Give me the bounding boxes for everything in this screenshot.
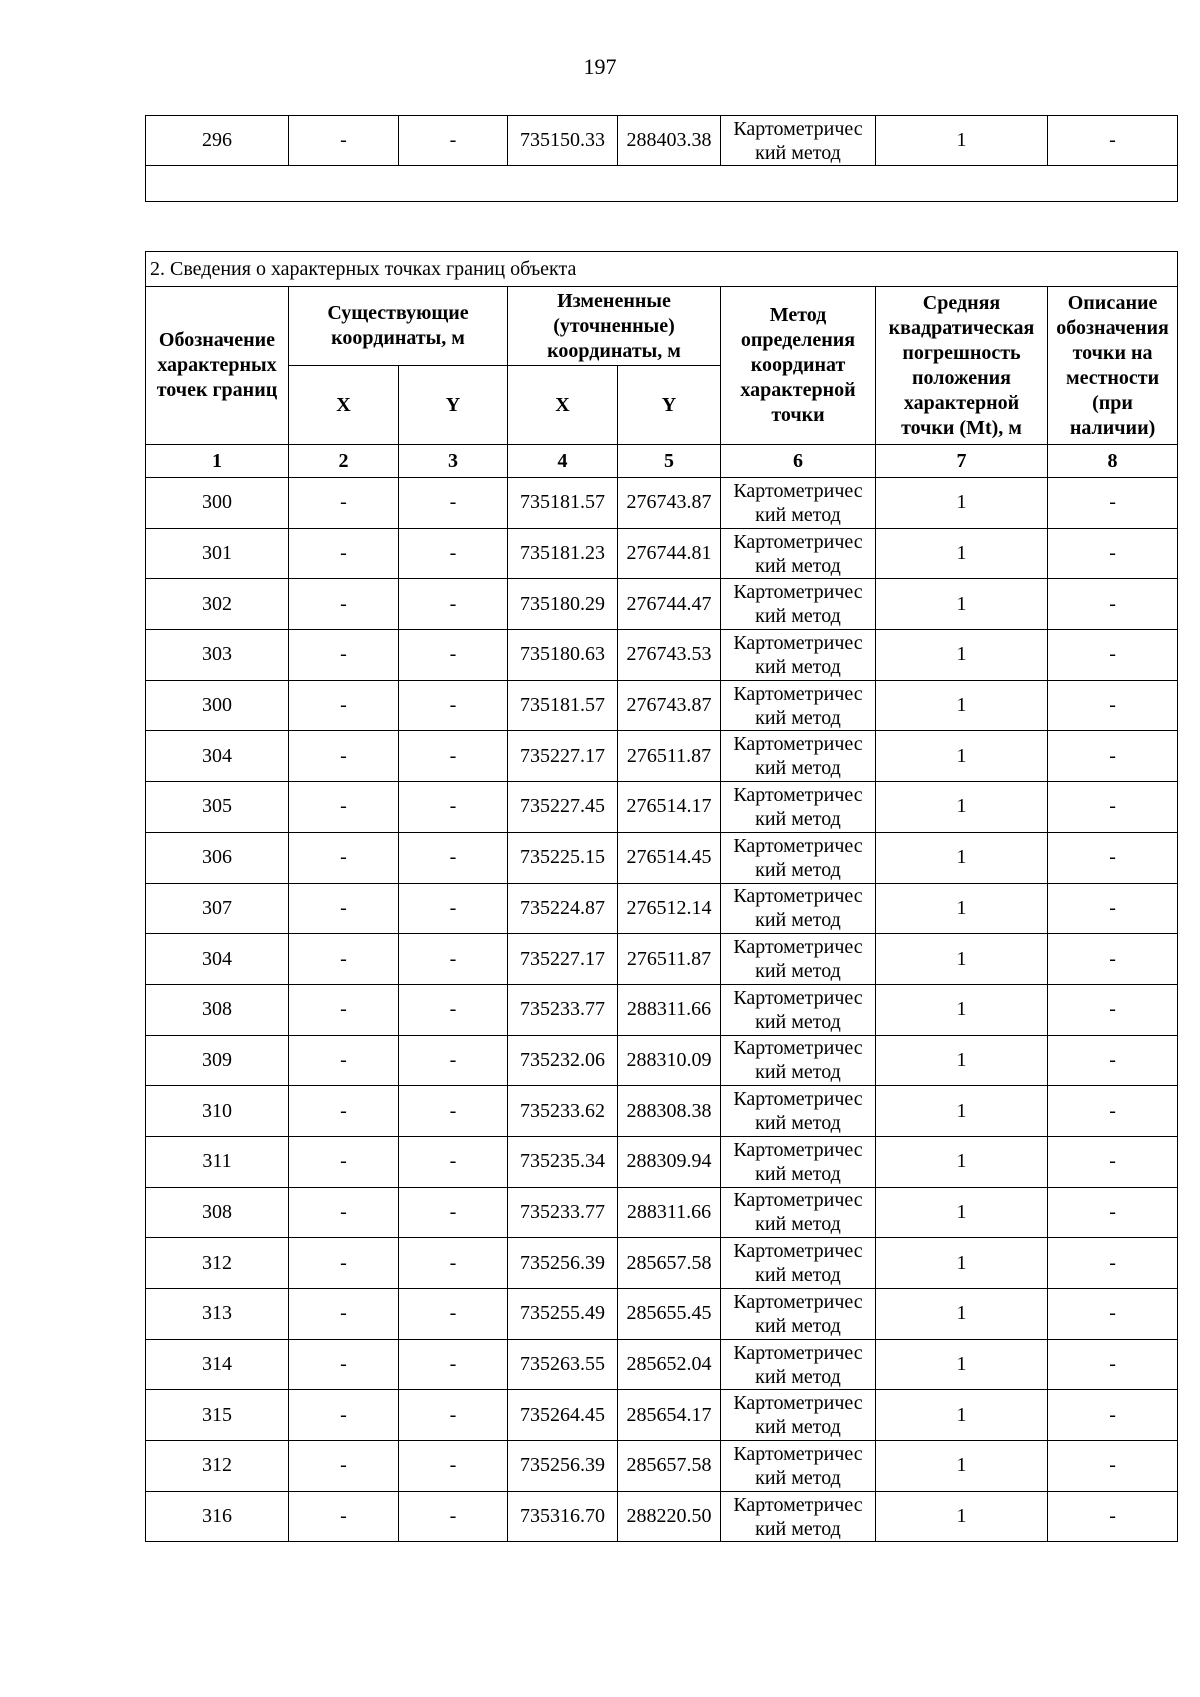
header-changed-x: X — [508, 366, 618, 445]
method-cell — [721, 116, 876, 166]
method-line2: кий метод — [755, 1365, 841, 1388]
table-row — [146, 984, 1178, 1035]
method-cell — [721, 1390, 876, 1441]
existing-x-cell: - — [289, 1491, 399, 1542]
method-line2: кий метод — [755, 1061, 841, 1084]
method-line2: кий метод — [755, 1466, 841, 1489]
method-line2: кий метод — [755, 1010, 841, 1033]
point-cell: 300 — [146, 478, 289, 529]
existing-y-cell: - — [399, 1289, 508, 1340]
description-cell: - — [1048, 478, 1178, 529]
col-number: 6 — [721, 445, 876, 478]
existing-y-cell: - — [399, 1238, 508, 1289]
point-cell: 313 — [146, 1289, 289, 1340]
existing-x-cell: - — [289, 116, 399, 166]
method-line1: Картометричес — [733, 1290, 863, 1313]
method-line1: Картометричес — [733, 1088, 863, 1111]
mt-cell: 1 — [876, 832, 1048, 883]
changed-x-cell: 735227.17 — [508, 731, 618, 782]
method-line1: Картометричес — [733, 1341, 863, 1364]
mt-cell: 1 — [876, 1136, 1048, 1187]
changed-y-cell: 276744.47 — [618, 579, 721, 630]
changed-x-cell: 735316.70 — [508, 1491, 618, 1542]
existing-y-cell: - — [399, 1035, 508, 1086]
mt-cell: 1 — [876, 630, 1048, 681]
mt-cell: 1 — [876, 1441, 1048, 1492]
method-line1: Картометричес — [733, 479, 863, 502]
method-cell — [721, 1491, 876, 1542]
description-cell: - — [1048, 1339, 1178, 1390]
existing-x-cell: - — [289, 1339, 399, 1390]
changed-y-cell: 288309.94 — [618, 1136, 721, 1187]
mt-cell: 1 — [876, 1238, 1048, 1289]
existing-x-cell: - — [289, 1187, 399, 1238]
existing-y-cell: - — [399, 1187, 508, 1238]
method-line1: Картометричес — [733, 682, 863, 705]
method-line2: кий метод — [755, 605, 841, 628]
description-cell: - — [1048, 782, 1178, 833]
method-line1: Картометричес — [733, 936, 863, 959]
changed-x-cell: 735235.34 — [508, 1136, 618, 1187]
mt-cell: 1 — [876, 1187, 1048, 1238]
table-row — [146, 934, 1178, 985]
point-cell: 311 — [146, 1136, 289, 1187]
page-number: 197 — [583, 54, 617, 79]
description-cell: - — [1048, 680, 1178, 731]
mt-cell: 1 — [876, 883, 1048, 934]
col-number: 2 — [289, 445, 399, 478]
method-cell — [721, 731, 876, 782]
description-cell: - — [1048, 1035, 1178, 1086]
method-line2: кий метод — [755, 706, 841, 729]
point-cell: 302 — [146, 579, 289, 630]
header-changed-y: Y — [618, 366, 721, 445]
changed-x-cell: 735181.57 — [508, 680, 618, 731]
table-row — [146, 528, 1178, 579]
method-cell — [721, 1238, 876, 1289]
mt-cell: 1 — [876, 579, 1048, 630]
table-row — [146, 1289, 1178, 1340]
existing-y-cell: - — [399, 1441, 508, 1492]
description-cell: - — [1048, 1238, 1178, 1289]
point-cell: 305 — [146, 782, 289, 833]
point-cell: 301 — [146, 528, 289, 579]
changed-x-cell: 735256.39 — [508, 1441, 618, 1492]
mt-cell: 1 — [876, 680, 1048, 731]
existing-y-cell: - — [399, 984, 508, 1035]
description-cell: - — [1048, 116, 1178, 166]
point-cell: 303 — [146, 630, 289, 681]
method-line2: кий метод — [755, 858, 841, 881]
existing-x-cell: - — [289, 1390, 399, 1441]
boundary-points-table — [145, 251, 1178, 1542]
changed-y-cell: 276744.81 — [618, 528, 721, 579]
existing-y-cell: - — [399, 478, 508, 529]
changed-y-cell: 288403.38 — [618, 116, 721, 166]
method-line2: кий метод — [755, 655, 841, 678]
table-row — [146, 116, 1178, 166]
changed-x-cell: 735227.17 — [508, 934, 618, 985]
table-row — [146, 1441, 1178, 1492]
existing-y-cell: - — [399, 883, 508, 934]
method-line2: кий метод — [755, 141, 841, 164]
method-line2: кий метод — [755, 1517, 841, 1540]
changed-x-cell: 735181.57 — [508, 478, 618, 529]
table-row — [146, 478, 1178, 529]
point-cell: 309 — [146, 1035, 289, 1086]
point-cell: 304 — [146, 731, 289, 782]
method-cell — [721, 1339, 876, 1390]
point-cell: 316 — [146, 1491, 289, 1542]
description-cell: - — [1048, 1289, 1178, 1340]
table-row — [146, 731, 1178, 782]
method-line2: кий метод — [755, 1112, 841, 1135]
description-cell: - — [1048, 579, 1178, 630]
changed-y-cell: 285657.58 — [618, 1238, 721, 1289]
method-line2: кий метод — [755, 503, 841, 526]
existing-x-cell: - — [289, 1035, 399, 1086]
changed-y-cell: 285654.17 — [618, 1390, 721, 1441]
point-cell: 304 — [146, 934, 289, 985]
description-cell: - — [1048, 1441, 1178, 1492]
point-cell: 308 — [146, 1187, 289, 1238]
changed-x-cell: 735227.45 — [508, 782, 618, 833]
table-row — [146, 782, 1178, 833]
method-cell — [721, 1035, 876, 1086]
empty-row — [146, 166, 1178, 202]
method-line1: Картометричес — [733, 1138, 863, 1161]
method-line1: Картометричес — [733, 1037, 863, 1060]
point-cell: 306 — [146, 832, 289, 883]
point-cell: 307 — [146, 883, 289, 934]
changed-x-cell: 735263.55 — [508, 1339, 618, 1390]
mt-cell: 1 — [876, 1339, 1048, 1390]
description-cell: - — [1048, 1187, 1178, 1238]
description-cell: - — [1048, 1086, 1178, 1137]
method-line2: кий метод — [755, 960, 841, 983]
method-line1: Картометричес — [733, 1240, 863, 1263]
existing-y-cell: - — [399, 1339, 508, 1390]
existing-x-cell: - — [289, 528, 399, 579]
table-row — [146, 1187, 1178, 1238]
method-line1: Картометричес — [733, 733, 863, 756]
header-method: Метод определения координат характерной точки — [721, 287, 876, 445]
table-row — [146, 630, 1178, 681]
method-cell — [721, 1289, 876, 1340]
changed-y-cell: 276743.87 — [618, 680, 721, 731]
description-cell: - — [1048, 883, 1178, 934]
method-line2: кий метод — [755, 554, 841, 577]
existing-y-cell: - — [399, 832, 508, 883]
description-cell: - — [1048, 630, 1178, 681]
changed-y-cell: 285657.58 — [618, 1441, 721, 1492]
table-row — [146, 1086, 1178, 1137]
mt-cell: 1 — [876, 116, 1048, 166]
description-cell: - — [1048, 1390, 1178, 1441]
changed-x-cell: 735255.49 — [508, 1289, 618, 1340]
method-cell — [721, 528, 876, 579]
method-cell — [721, 478, 876, 529]
existing-y-cell: - — [399, 1086, 508, 1137]
method-line2: кий метод — [755, 1162, 841, 1185]
changed-y-cell: 276511.87 — [618, 934, 721, 985]
existing-x-cell: - — [289, 1086, 399, 1137]
mt-cell: 1 — [876, 1289, 1048, 1340]
changed-y-cell: 276511.87 — [618, 731, 721, 782]
table-row — [146, 832, 1178, 883]
existing-x-cell: - — [289, 1136, 399, 1187]
changed-x-cell: 735232.06 — [508, 1035, 618, 1086]
changed-y-cell: 276512.14 — [618, 883, 721, 934]
existing-x-cell: - — [289, 934, 399, 985]
mt-cell: 1 — [876, 782, 1048, 833]
changed-x-cell: 735150.33 — [508, 116, 618, 166]
method-line1: Картометричес — [733, 1493, 863, 1516]
mt-cell: 1 — [876, 1491, 1048, 1542]
existing-y-cell: - — [399, 528, 508, 579]
existing-y-cell: - — [399, 1491, 508, 1542]
method-line2: кий метод — [755, 807, 841, 830]
existing-x-cell: - — [289, 984, 399, 1035]
description-cell: - — [1048, 832, 1178, 883]
point-cell: 315 — [146, 1390, 289, 1441]
point-cell: 314 — [146, 1339, 289, 1390]
header-designation: Обозначение характерных точек границ — [146, 287, 289, 445]
method-cell — [721, 1187, 876, 1238]
changed-x-cell: 735181.23 — [508, 528, 618, 579]
description-cell: - — [1048, 1136, 1178, 1187]
changed-y-cell: 288310.09 — [618, 1035, 721, 1086]
changed-x-cell: 735233.77 — [508, 984, 618, 1035]
mt-cell: 1 — [876, 1086, 1048, 1137]
method-line1: Картометричес — [733, 1442, 863, 1465]
point-cell: 300 — [146, 680, 289, 731]
method-line1: Картометричес — [733, 885, 863, 908]
existing-x-cell: - — [289, 782, 399, 833]
existing-x-cell: - — [289, 630, 399, 681]
changed-x-cell: 735180.29 — [508, 579, 618, 630]
method-cell — [721, 1441, 876, 1492]
description-cell: - — [1048, 528, 1178, 579]
col-number: 4 — [508, 445, 618, 478]
point-cell: 312 — [146, 1441, 289, 1492]
table-row — [146, 1390, 1178, 1441]
header-existing-coords: Существующие координаты, м — [289, 287, 508, 366]
table-row — [146, 1238, 1178, 1289]
existing-y-cell: - — [399, 579, 508, 630]
changed-x-cell: 735225.15 — [508, 832, 618, 883]
method-line1: Картометричес — [733, 834, 863, 857]
existing-x-cell: - — [289, 883, 399, 934]
col-number: 7 — [876, 445, 1048, 478]
existing-y-cell: - — [399, 1136, 508, 1187]
table-row — [146, 1136, 1178, 1187]
mt-cell: 1 — [876, 1390, 1048, 1441]
method-line2: кий метод — [755, 757, 841, 780]
existing-y-cell: - — [399, 782, 508, 833]
table-row — [146, 680, 1178, 731]
changed-y-cell: 276514.17 — [618, 782, 721, 833]
point-cell: 312 — [146, 1238, 289, 1289]
mt-cell: 1 — [876, 984, 1048, 1035]
description-cell: - — [1048, 934, 1178, 985]
method-line1: Картометричес — [733, 1189, 863, 1212]
description-cell: - — [1048, 731, 1178, 782]
method-cell — [721, 832, 876, 883]
method-cell — [721, 1136, 876, 1187]
method-line1: Картометричес — [733, 631, 863, 654]
method-line2: кий метод — [755, 1416, 841, 1439]
previous-table-continuation — [145, 115, 1178, 202]
table-row — [146, 579, 1178, 630]
description-cell: - — [1048, 984, 1178, 1035]
point-cell: 296 — [146, 116, 289, 166]
method-cell — [721, 984, 876, 1035]
header-error: Средняя квадратическая погрешность положения характерной точки (Mt), м — [876, 287, 1048, 445]
method-line2: кий метод — [755, 909, 841, 932]
existing-y-cell: - — [399, 731, 508, 782]
method-line1: Картометричес — [733, 783, 863, 806]
changed-x-cell: 735256.39 — [508, 1238, 618, 1289]
changed-y-cell: 285652.04 — [618, 1339, 721, 1390]
mt-cell: 1 — [876, 934, 1048, 985]
col-number: 5 — [618, 445, 721, 478]
changed-x-cell: 735264.45 — [508, 1390, 618, 1441]
existing-x-cell: - — [289, 1289, 399, 1340]
changed-y-cell: 288220.50 — [618, 1491, 721, 1542]
col-number: 1 — [146, 445, 289, 478]
table-row — [146, 883, 1178, 934]
changed-x-cell: 735224.87 — [508, 883, 618, 934]
method-line2: кий метод — [755, 1314, 841, 1337]
method-cell — [721, 1086, 876, 1137]
method-line2: кий метод — [755, 1213, 841, 1236]
method-cell — [721, 680, 876, 731]
header-existing-y: Y — [399, 366, 508, 445]
method-line1: Картометричес — [733, 530, 863, 553]
changed-x-cell: 735233.62 — [508, 1086, 618, 1137]
existing-x-cell: - — [289, 832, 399, 883]
existing-y-cell: - — [399, 116, 508, 166]
method-cell — [721, 782, 876, 833]
method-cell — [721, 883, 876, 934]
col-number: 3 — [399, 445, 508, 478]
header-existing-x: X — [289, 366, 399, 445]
changed-y-cell: 276743.53 — [618, 630, 721, 681]
existing-x-cell: - — [289, 1441, 399, 1492]
point-cell: 308 — [146, 984, 289, 1035]
section-title: 2. Сведения о характерных точках границ объекта — [146, 252, 1178, 287]
col-number: 8 — [1048, 445, 1178, 478]
description-cell: - — [1048, 1491, 1178, 1542]
table-row — [146, 1491, 1178, 1542]
table-row — [146, 1339, 1178, 1390]
changed-y-cell: 276743.87 — [618, 478, 721, 529]
mt-cell: 1 — [876, 1035, 1048, 1086]
existing-x-cell: - — [289, 579, 399, 630]
changed-y-cell: 288308.38 — [618, 1086, 721, 1137]
method-cell — [721, 934, 876, 985]
existing-y-cell: - — [399, 680, 508, 731]
method-line2: кий метод — [755, 1264, 841, 1287]
method-line1: Картометричес — [733, 986, 863, 1009]
mt-cell: 1 — [876, 478, 1048, 529]
column-numbers-row — [146, 445, 1178, 478]
existing-x-cell: - — [289, 731, 399, 782]
changed-y-cell: 285655.45 — [618, 1289, 721, 1340]
changed-x-cell: 735233.77 — [508, 1187, 618, 1238]
existing-x-cell: - — [289, 680, 399, 731]
method-line1: Картометричес — [733, 1392, 863, 1415]
existing-y-cell: - — [399, 934, 508, 985]
changed-x-cell: 735180.63 — [508, 630, 618, 681]
changed-y-cell: 276514.45 — [618, 832, 721, 883]
empty-cell — [146, 166, 1178, 202]
point-cell: 310 — [146, 1086, 289, 1137]
header-changed-coords: Измененные (уточненные) координаты, м — [508, 287, 721, 366]
mt-cell: 1 — [876, 731, 1048, 782]
header-description: Описание обозначения точки на местности (при наличии) — [1048, 287, 1178, 445]
existing-y-cell: - — [399, 1390, 508, 1441]
existing-x-cell: - — [289, 478, 399, 529]
existing-y-cell: - — [399, 630, 508, 681]
existing-x-cell: - — [289, 1238, 399, 1289]
mt-cell: 1 — [876, 528, 1048, 579]
changed-y-cell: 288311.66 — [618, 984, 721, 1035]
table-row — [146, 1035, 1178, 1086]
method-line1: Картометричес — [733, 117, 863, 140]
method-cell — [721, 579, 876, 630]
method-cell — [721, 630, 876, 681]
changed-y-cell: 288311.66 — [618, 1187, 721, 1238]
method-line1: Картометричес — [733, 581, 863, 604]
